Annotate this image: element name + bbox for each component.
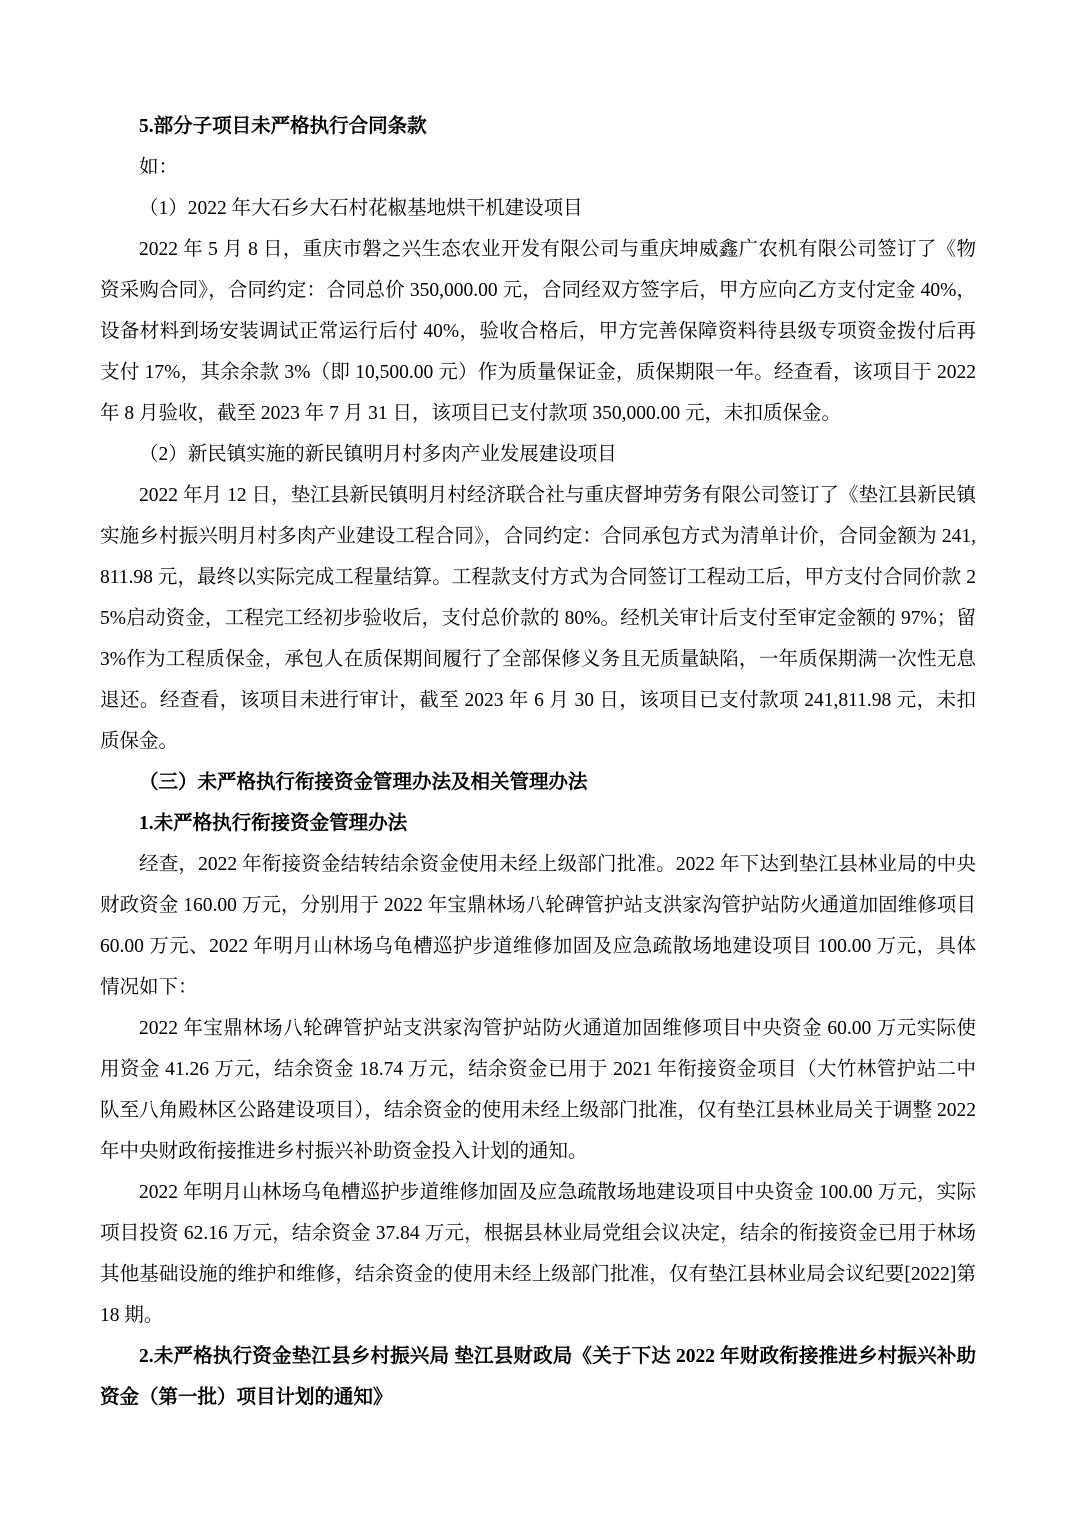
paragraph: （1）2022 年大石乡大石村花椒基地烘干机建设项目 bbox=[139, 198, 583, 219]
paragraph: 2022 年月 12 日，垫江县新民镇明月村经济联合社与重庆督坤劳务有限公司签订了《垫江县新民镇实施乡村振兴明月村多肉产业建设工程合同》，合同约定：合同承包方式为清单计价，合同金额为 241,811.98 元，最终以实际完成工程量结算。工程款支付方式为合同签订工程动工后，甲方支付合同价款 25%启动资金，工程完工经初步验收后，支付总价款的 80%。经机关审计后支付至审定金额的 97%；留 3%作为工程质保金，承包人在质保期间履行了全部保修义务且无质量缺陷，一年质保期满一次性无息退还。经查看，该项目未进行审计，截至 2023 年 6 月 30 日，该项目已支付款项 241,811.98 元，未扣质保金。 bbox=[100, 485, 976, 752]
paragraph: 如： bbox=[139, 157, 179, 178]
paragraph: 5.部分子项目未严格执行合同条款 bbox=[139, 116, 427, 137]
paragraph: （2）新民镇实施的新民镇明月村多肉产业发展建设项目 bbox=[139, 444, 617, 465]
paragraph: 2022 年 5 月 8 日，重庆市磐之兴生态农业开发有限公司与重庆坤威鑫广农机有限公司签订了《物资采购合同》，合同约定：合同总价 350,000.00 元，合同经双方签字后，甲方应向乙方支付定金 40%，设备材料到场安装调试正常运行后付 40%，验收合格后，甲方完善保障资料待县级专项资金拨付后再支付 17%，其余余款 3%（即 10,500.00 元）作为质量保证金，质保期限一年。经查看，该项目于 2022 年 8 月验收，截至 2023 年 7 月 31 日，该项目已支付款项 350,000.00 元，未扣质保金。 bbox=[100, 239, 976, 424]
paragraph: 2022 年明月山林场乌龟槽巡护步道维修加固及应急疏散场地建设项目中央资金 100.00 万元，实际项目投资 62.16 万元，结余资金 37.84 万元，根据县林业局党组会议决定，结余的衔接资金已用于林场其他基础设施的维护和维修，结余资金的使用未经上级部门批准，仅有垫江县林业局会议纪要[2022]第 18 期。 bbox=[100, 1182, 976, 1326]
paragraph: （三）未严格执行衔接资金管理办法及相关管理办法 bbox=[139, 772, 588, 793]
paragraph: 2022 年宝鼎林场八轮碑管护站支洪家沟管护站防火通道加固维修项目中央资金 60.00 万元实际使用资金 41.26 万元，结余资金 18.74 万元，结余资金已用于 2021 年衔接资金项目（大竹林管护站二中队至八角殿林区公路建设项目），结余资金的使用未经上级部门批准，仅有垫江县林业局关于调整 2022 年中央财政衔接推进乡村振兴补助资金投入计划的通知。 bbox=[100, 1018, 976, 1162]
document-body bbox=[100, 106, 976, 1418]
paragraph: 1.未严格执行衔接资金管理办法 bbox=[139, 813, 408, 834]
paragraph: 经查，2022 年衔接资金结转结余资金使用未经上级部门批准。2022 年下达到垫江县林业局的中央财政资金 160.00 万元，分别用于 2022 年宝鼎林场八轮碑管护站支洪家沟管护站防火通道加固维修项目 60.00 万元、2022 年明月山林场乌龟槽巡护步道维修加固及应急疏散场地建设项目 100.00 万元，具体情况如下： bbox=[100, 854, 976, 998]
paragraph: 2.未严格执行资金垫江县乡村振兴局 垫江县财政局《关于下达 2022 年财政衔接推进乡村振兴补助资金（第一批）项目计划的通知》 bbox=[100, 1346, 976, 1408]
